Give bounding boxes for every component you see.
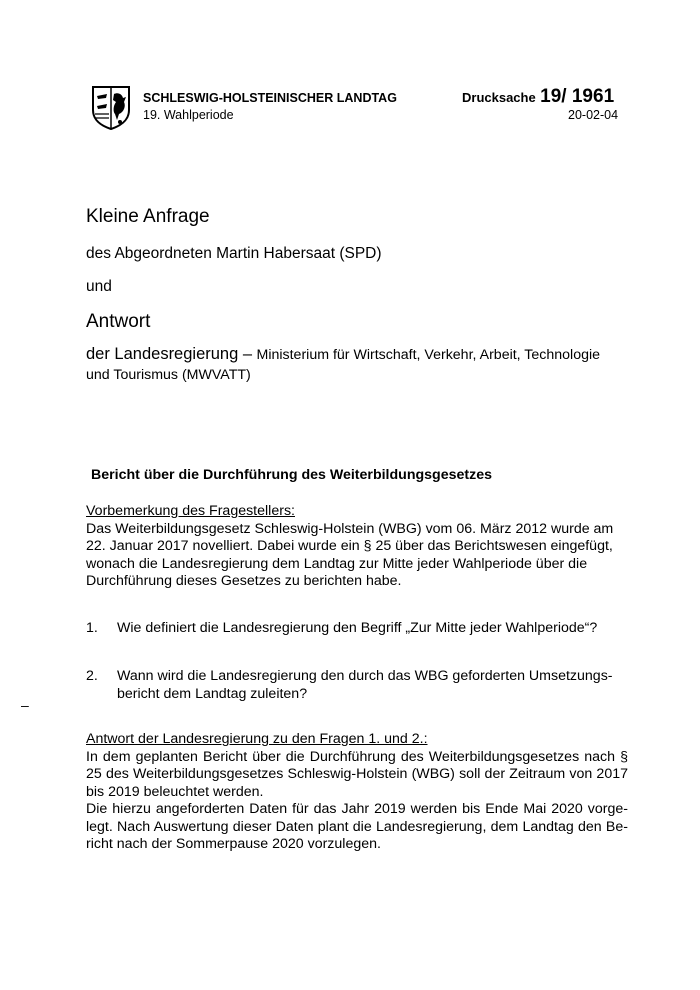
preamble — [86, 503, 626, 591]
question-number: 1. — [86, 620, 98, 636]
preamble-heading: Vorbemerkung des Fragestellers: — [86, 503, 295, 519]
question-number: 2. — [86, 668, 98, 684]
responder-main: der Landesregierung – — [86, 345, 253, 363]
answer — [86, 731, 628, 854]
legislative-period: 19. Wahlperiode — [143, 108, 234, 122]
parliament-name: SCHLESWIG-HOLSTEINISCHER LANDTAG — [143, 91, 397, 105]
answer-heading: Antwort der Landesregierung zu den Fragen 1. und 2.: — [86, 731, 428, 747]
question-2 — [86, 668, 626, 703]
document-number — [462, 86, 614, 108]
question-text: Wie definiert die Landesregierung den Begriff „Zur Mitte jeder Wahlperiode“? — [117, 620, 598, 636]
responder — [86, 345, 626, 385]
answer-type: Antwort — [86, 311, 151, 332]
answer-paragraph-2: Die hierzu angeforderten Daten für das Jahr 2019 werden bis Ende Mai 2020 vorgelegt. Nach Auswertung dieser Daten plant die Landesregierung, dem Landtag den Bericht nach der Sommerpause 2020 vorzulegen. — [86, 801, 628, 852]
responder-ministry: Ministerium für Wirtschaft, Verkehr, Arbeit, Technologie und Tourismus (MWVATT) — [86, 347, 601, 383]
inquiry-type: Kleine Anfrage — [86, 206, 210, 227]
answer-paragraph-1: In dem geplanten Bericht über die Durchführung des Weiterbildungsgesetzes nach § 25 des Weiterbildungsgesetzes Schleswig-Holstein (WBG) soll der Zeitraum von 2017 bis 2019 beleuchtet werden. — [86, 748, 628, 800]
margin-mark: – — [21, 697, 29, 713]
document-number-value: 19/ 1961 — [540, 86, 615, 107]
question-text: Wann wird die Landesregierung den durch das WBG geforderten Umsetzungsbericht dem Landtag zuleiten? — [117, 668, 613, 702]
subject-heading: Bericht über die Durchführung des Weiterbildungsgesetzes — [91, 467, 492, 483]
question-1 — [86, 620, 626, 638]
inquiring-member: des Abgeordneten Martin Habersaat (SPD) — [86, 245, 382, 262]
conjunction: und — [86, 278, 112, 295]
preamble-text: Das Weiterbildungsgesetz Schleswig-Holstein (WBG) vom 06. März 2012 wurde am 22. Januar 2017 novelliert. Dabei wurde ein § 25 über das Berichtswesen eingefügt, wonach die Landesregierung dem Landtag zur Mitte jeder Wahlperiode über die Durchführung dieses Gesetzes zu berichten habe. — [86, 520, 614, 589]
document-number-label: Drucksache — [462, 90, 536, 105]
schleswig-holstein-crest-icon — [90, 84, 132, 130]
document-date: 20-02-04 — [568, 108, 619, 122]
